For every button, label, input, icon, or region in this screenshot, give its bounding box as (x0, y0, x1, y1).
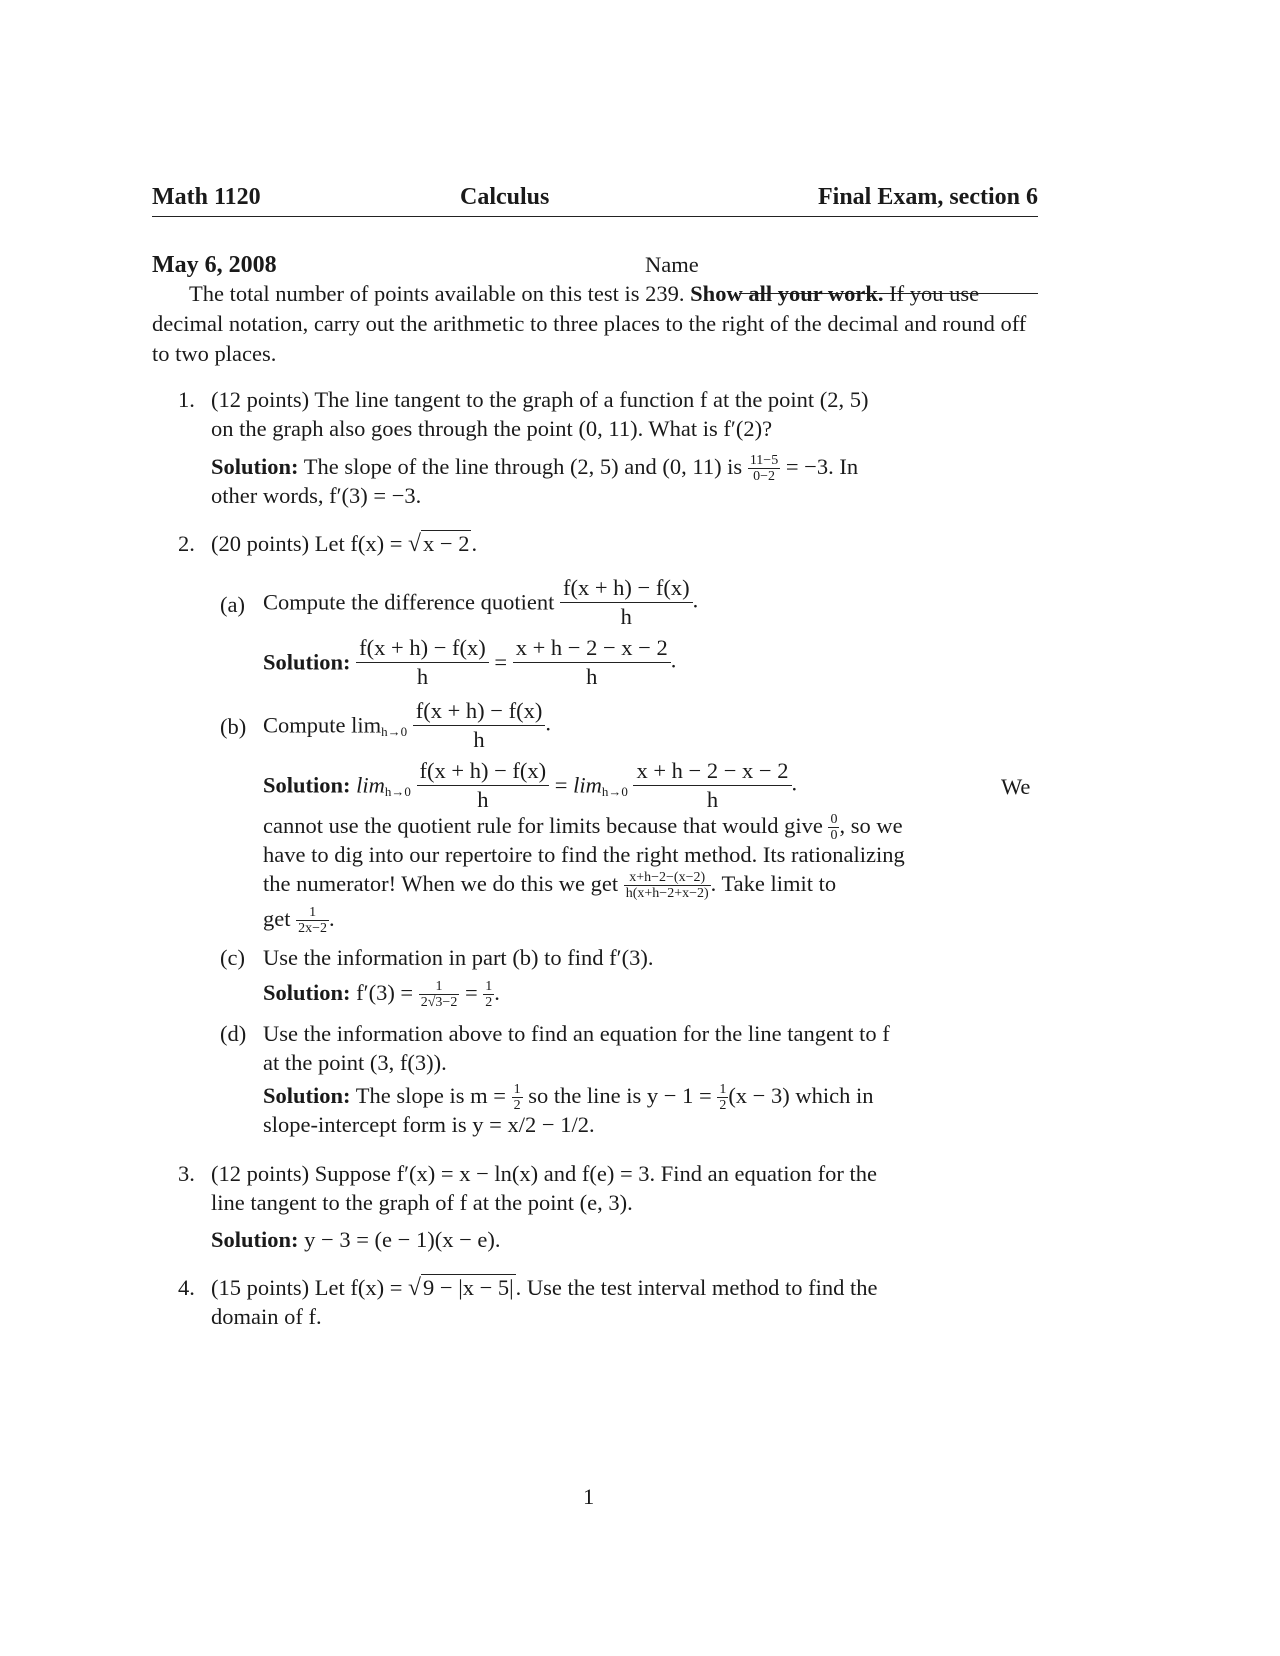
exam-page (152, 0, 1038, 1656)
fraction-numerator: f(x + h) − f(x) (560, 574, 693, 603)
problem-1-line2: on the graph also goes through the point (0, 11). What is f′(2)? (211, 416, 773, 441)
problem-1-line1: (12 points) The line tangent to the graph of a function f at the point (2, 5) (211, 387, 869, 412)
fraction-denominator: 2 (719, 1098, 727, 1114)
problem-3-line2: line tangent to the graph of f at the point (e, 3). (211, 1190, 633, 1215)
difference-quotient (560, 574, 693, 631)
solution-text: . Take limit to (710, 871, 837, 896)
part-b-we: We (1001, 774, 1031, 799)
fraction-denominator: 0 (830, 828, 838, 844)
limit-fraction (413, 697, 546, 754)
fraction-numerator: x+h−2−(x−2) (624, 870, 711, 886)
solution-label: Solution: (263, 980, 351, 1005)
problem-3-solution (211, 1225, 500, 1255)
fraction-numerator: 11−5 (749, 453, 779, 469)
solution-text: the numerator! When we do this we get (263, 871, 619, 896)
problem-2-number: 2. (178, 531, 195, 556)
limit-fraction (417, 757, 550, 814)
solution-text: y − 3 = (e − 1)(x − e). (304, 1227, 501, 1252)
part-text: Compute the difference quotient (263, 589, 555, 615)
problem-1-solution (211, 452, 858, 484)
part-a-label: (a) (220, 592, 245, 617)
fraction-denominator: 2 (513, 1098, 521, 1114)
problem-4-line2: domain of f. (211, 1304, 322, 1329)
name-label: Name (645, 252, 699, 277)
limit-subscript: h→0 (601, 784, 628, 800)
fraction-numerator: 1 (296, 905, 329, 921)
solution-label: Solution: (211, 1227, 299, 1252)
intro-prefix: The total number of points available on this test is 239. (189, 281, 685, 306)
part-b-line5: get $\frac{1}{2x-2}$ . (263, 905, 335, 937)
part-d-line2: at the point (3, f(3)). (263, 1050, 447, 1075)
part-b-text: Compute $\lim_{h\to 0}$ $\frac{f(x + h) - f(x)}{h}$ . (263, 698, 551, 752)
fraction-denominator: h (473, 727, 485, 752)
intro-paragraph (152, 279, 1038, 369)
solution-text: , so we (839, 813, 903, 838)
fraction-numerator: f(x + h) − f(x) (417, 757, 550, 786)
part-d-solution (263, 1081, 873, 1113)
part-a-text: Compute the difference quotient $\frac{f(x + h) - f(x)}{h}$ . (263, 575, 699, 629)
solution-text: cannot use the quotient rule for limits because that would give (263, 813, 823, 838)
dq-fraction (356, 634, 489, 691)
solution-label: Solution: (263, 772, 351, 798)
sqrt-icon: √ (408, 531, 421, 557)
limit-subscript: h→0 (384, 784, 411, 800)
fraction-numerator: 1 (485, 979, 493, 995)
part-b-line3: have to dig into our repertoire to find the right method. Its rationalizing (263, 842, 905, 867)
fraction-denominator: 2√3−2 (420, 995, 458, 1011)
limit-result-fraction (296, 905, 329, 936)
solution-label: Solution: (263, 649, 351, 675)
fraction-numerator: x + h − 2 − x − 2 (633, 757, 791, 786)
intro-rest: If you use decimal notation, carry out the arithmetic to three places to the right of the decimal and round off to two places. (152, 281, 1027, 366)
limit-subscript: h→0 (381, 724, 408, 740)
sqrt-argument: x − 2 (423, 531, 470, 556)
fraction-denominator: 2 (485, 995, 493, 1011)
solution-label: Solution: (211, 454, 299, 479)
solution-label: Solution: (263, 1083, 351, 1108)
fraction-denominator: h (586, 664, 598, 689)
fraction-denominator: 2x−2 (298, 921, 328, 937)
subject-title: Calculus (460, 184, 550, 210)
part-a-solution: Solution: $\frac{f(x + h) - f(x)}{h}$ = $\frac{x + h - 2 - x - 2}{h}$ . (263, 635, 677, 689)
fraction-numerator: f(x + h) − f(x) (413, 697, 546, 726)
fraction-denominator: h (706, 787, 719, 812)
part-d-line1: Use the information above to find an equation for the line tangent to f (263, 1021, 890, 1046)
slope-fraction (512, 1082, 523, 1113)
solution-text: f′(3) = (356, 980, 414, 1005)
statement-text: . Use the test interval method to find the (515, 1275, 878, 1300)
part-c-label: (c) (220, 945, 245, 970)
page-number: 1 (583, 1484, 595, 1509)
part-d-solution-line2: slope-intercept form is y = x/2 − 1/2. (263, 1112, 595, 1137)
part-b-line2 (263, 811, 903, 843)
page-header (152, 176, 1038, 217)
half-fraction (483, 979, 494, 1010)
problem-4-number: 4. (178, 1275, 195, 1300)
part-d-label: (d) (220, 1021, 247, 1046)
statement-text: (15 points) Let f(x) = (211, 1275, 403, 1300)
course-title: Math 1120 (152, 184, 261, 210)
solution-text: The slope of the line through (2, 5) and (0, 11) is (303, 454, 743, 479)
part-text: Compute lim (263, 712, 382, 738)
part-b-label: (b) (220, 714, 247, 739)
fraction-numerator: x + h − 2 − x − 2 (513, 634, 671, 663)
slope-fraction (748, 453, 780, 484)
fraction-numerator: 1 (419, 979, 460, 995)
fraction-numerator: 0 (830, 812, 838, 828)
problem-2-statement: (20 points) Let f(x) = √x − 2. (211, 531, 478, 557)
problem-1-solution-line2: other words, f′(3) = −3. (211, 483, 422, 508)
slope-fraction (717, 1082, 728, 1113)
problem-3-line1: (12 points) Suppose f′(x) = x − ln(x) and f(e) = 3. Find an equation for the (211, 1161, 877, 1186)
solution-text: The slope is m = (355, 1083, 506, 1108)
problem-3-number: 3. (178, 1161, 195, 1186)
fraction-denominator: h (477, 787, 489, 812)
fraction-denominator: h(x+h−2+x−2) (625, 886, 709, 902)
fraction-numerator: 1 (719, 1082, 727, 1098)
sqrt-fraction (633, 757, 791, 814)
part-c-solution: Solution: f′(3) = $\frac{1}{2√3-2}$ = $\frac{1}{2}$ . (263, 979, 500, 1011)
zero-over-zero (828, 812, 839, 843)
problem-4-line1 (211, 1273, 877, 1303)
rationalized-fraction (624, 870, 711, 901)
f-prime-fraction (419, 979, 460, 1010)
part-b-line4 (263, 869, 836, 901)
sqrt-fraction (513, 634, 671, 691)
fraction-numerator: 1 (513, 1082, 521, 1098)
fraction-numerator: f(x + h) − f(x) (356, 634, 489, 663)
fraction-denominator: h (620, 604, 632, 629)
sqrt-icon: √ (408, 1275, 421, 1301)
sqrt-argument: 9 − |x − 5| (423, 1275, 514, 1300)
solution-text: get (263, 906, 291, 931)
part-c-text: Use the information in part (b) to find f′(3). (263, 945, 654, 970)
fraction-denominator: 0−2 (753, 469, 775, 485)
solution-text: = −3. In (785, 454, 859, 479)
statement-text: (20 points) Let f(x) = (211, 531, 403, 556)
fraction-denominator: h (416, 664, 429, 689)
exam-title: Final Exam, section 6 (818, 184, 1038, 210)
solution-text: so the line is y − 1 = (528, 1083, 712, 1108)
problem-1-number: 1. (178, 387, 195, 412)
exam-date: May 6, 2008 (152, 252, 277, 278)
intro-bold: Show all your work. (690, 281, 884, 306)
solution-text: (x − 3) which in (728, 1083, 874, 1108)
part-b-solution: Solution: $\lim_{h\to 0}$ $\frac{f(x + h) - f(x)}{h}$ = $\lim_{h\to 0}$ $\frac{x + h - 2 - x - 2}{h}$ . (263, 758, 798, 812)
